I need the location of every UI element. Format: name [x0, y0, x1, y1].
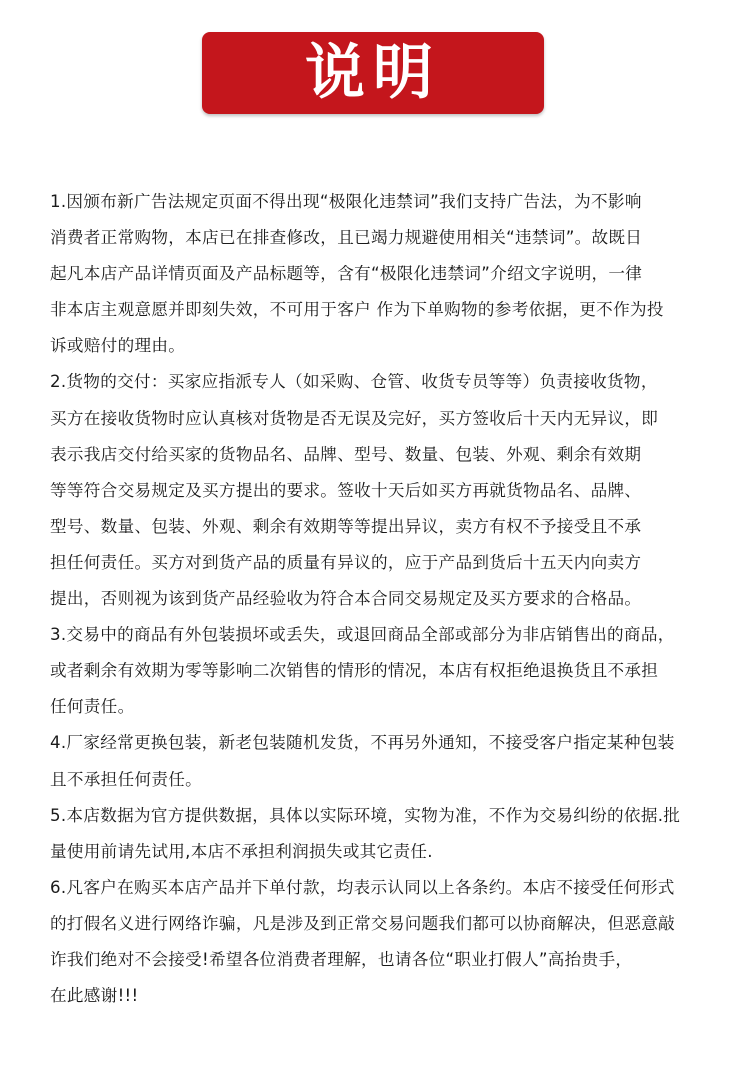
notice-line: 在此感谢!!! [50, 986, 139, 1006]
notice-line: 型号、数量、包装、外观、剩余有效期等等提出异议，卖方有权不予接受且不承 [50, 516, 642, 536]
notice-line: 担任何责任。买方对到货产品的质量有异议的，应于产品到货后十五天内向卖方 [50, 552, 642, 572]
notice-line: 诉或赔付的理由。 [50, 336, 186, 356]
notice-line: 4.厂家经常更换包装，新老包装随机发货，不再另外通知，不接受客户指定某种包装 [50, 733, 675, 753]
notice-line: 诈我们绝对不会接受!希望各位消费者理解，也请各位“职业打假人”高抬贵手， [50, 949, 633, 969]
notice-line: 的打假名义进行网络诈骗，凡是涉及到正常交易问题我们都可以协商解决，但恶意敲 [50, 913, 676, 933]
notice-line: 5.本店数据为官方提供数据，具体以实际环境，实物为准，不作为交易纠纷的依据.批 [50, 805, 681, 825]
notice-line: 6.凡客户在购买本店产品并下单付款，均表示认同以上各条约。本店不接受任何形式 [50, 877, 675, 897]
notice-body [50, 184, 710, 1014]
notice-line: 非本店主观意愿并即刻失效，不可用于客户 作为下单购物的参考依据，更不作为投 [50, 300, 664, 320]
notice-line: 量使用前请先试用,本店不承担利润损失或其它责任. [50, 841, 433, 861]
notice-line: 任何责任。 [50, 697, 135, 717]
notice-line: 或者剩余有效期为零等影响二次销售的情形的情况，本店有权拒绝退换货且不承担 [50, 661, 659, 681]
notice-line: 2.货物的交付：买家应指派专人（如采购、仓管、收货专员等等）负责接收货物， [50, 372, 658, 392]
page-title: 说明 [305, 38, 441, 108]
notice-line: 买方在接收货物时应认真核对货物是否无误及完好，买方签收后十天内无异议，即 [50, 408, 659, 428]
notice-line: 且不承担任何责任。 [50, 769, 203, 789]
notice-line: 等等符合交易规定及买方提出的要求。签收十天后如买方再就货物品名、品牌、 [50, 480, 642, 500]
notice-line: 表示我店交付给买家的货物品名、品牌、型号、数量、包装、外观、剩余有效期 [50, 444, 642, 464]
notice-line: 3.交易中的商品有外包装损坏或丢失，或退回商品全部或部分为非店销售出的商品， [50, 625, 675, 645]
notice-line: 消费者正常购物，本店已在排查修改，且已竭力规避使用相关“违禁词”。故既日 [50, 228, 643, 248]
notice-line: 提出，否则视为该到货产品经验收为符合本合同交易规定及买方要求的合格品。 [50, 589, 642, 609]
notice-line: 起凡本店产品详情页面及产品标题等，含有“极限化违禁词”介绍文字说明，一律 [50, 264, 643, 284]
notice-line: 1.因颁布新广告法规定页面不得出现“极限化违禁词”我们支持广告法，为不影响 [50, 192, 642, 211]
title-banner [202, 32, 544, 114]
